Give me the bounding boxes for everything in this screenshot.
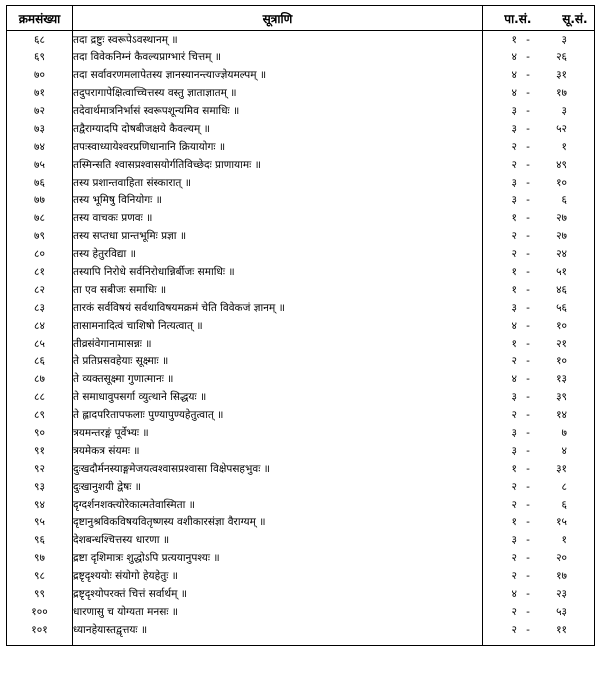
header-pada: पा.सं. [504, 11, 532, 26]
table-row [7, 48, 595, 66]
reference-separator: - [526, 480, 530, 493]
pada-number: १ [511, 266, 517, 279]
sutra-reference [483, 31, 595, 49]
table-row [7, 567, 595, 585]
sutra-reference [483, 514, 595, 532]
header-reference [483, 6, 595, 31]
sutra-reference [483, 585, 595, 603]
pada-number: ३ [511, 122, 517, 135]
pada-number: ४ [511, 319, 517, 332]
sutra-number: ११ [556, 623, 567, 636]
table-row [7, 621, 595, 646]
sutra-reference [483, 424, 595, 442]
sutra-text: तस्य सप्तधा प्रान्तभूमिः प्रज्ञा ॥ [73, 227, 483, 245]
row-number: ७८ [7, 209, 73, 227]
row-number: ७१ [7, 84, 73, 102]
table-row [7, 460, 595, 478]
sutra-number: ५६ [556, 301, 567, 314]
row-number: ७० [7, 66, 73, 84]
sutra-index-table [6, 5, 595, 646]
pada-number: ३ [511, 391, 517, 404]
row-number: ८६ [7, 353, 73, 371]
reference-separator: - [526, 534, 530, 547]
sutra-reference [483, 317, 595, 335]
reference-separator: - [526, 427, 530, 440]
sutra-number: ३ [561, 105, 567, 117]
reference-separator: - [526, 444, 530, 457]
sutra-index-page [6, 5, 594, 682]
table-row [7, 370, 595, 388]
sutra-number: १ [561, 534, 567, 547]
sutra-text: तस्य प्रशान्तवाहिता संस्कारात् ॥ [73, 174, 483, 192]
sutra-reference [483, 531, 595, 549]
pada-number: २ [511, 623, 517, 636]
pada-number: ३ [511, 176, 517, 189]
sutra-number: ६ [561, 498, 567, 511]
table-row [7, 84, 595, 102]
sutra-number: १७ [556, 87, 567, 100]
sutra-text: तदा सर्वावरणमलापेतस्य ज्ञानस्यानन्त्याज्ज्ञेयमल्पम् ॥ [73, 66, 483, 84]
pada-number: १ [511, 212, 517, 225]
row-number: १०० [7, 603, 73, 621]
row-number: ८० [7, 245, 73, 263]
sutra-reference [483, 299, 595, 317]
sutra-text: द्रष्टृदृश्योपरक्तं चित्तं सर्वार्थम् ॥ [73, 585, 483, 603]
sutra-number: ५२ [556, 122, 567, 135]
table-row [7, 335, 595, 353]
sutra-number: २१ [556, 337, 567, 350]
table-row [7, 317, 595, 335]
table-row [7, 424, 595, 442]
sutra-number: ३९ [556, 391, 567, 404]
row-number: ६९ [7, 48, 73, 66]
row-number: ८२ [7, 281, 73, 299]
sutra-number: १० [556, 319, 567, 332]
sutra-number: २३ [556, 588, 567, 601]
header-number: क्रमसंख्या [7, 6, 73, 31]
sutra-number: २७ [556, 212, 567, 225]
table-row [7, 478, 595, 496]
row-number: ७२ [7, 102, 73, 120]
sutra-number: ८ [561, 480, 567, 493]
table-body [7, 31, 595, 646]
pada-number: २ [511, 140, 517, 153]
sutra-reference [483, 156, 595, 174]
table-row [7, 281, 595, 299]
pada-number: २ [511, 355, 517, 368]
pada-number: ३ [511, 301, 517, 314]
table-row [7, 514, 595, 532]
row-number: ९१ [7, 442, 73, 460]
reference-separator: - [526, 498, 530, 511]
sutra-number: २४ [556, 248, 567, 261]
reference-separator: - [526, 605, 530, 618]
table-row [7, 263, 595, 281]
table-row [7, 209, 595, 227]
row-number: १०१ [7, 621, 73, 646]
reference-separator: - [526, 301, 530, 314]
sutra-reference [483, 174, 595, 192]
sutra-reference [483, 460, 595, 478]
pada-number: ४ [511, 51, 517, 64]
sutra-text: तदेवार्थमात्रनिर्भासं स्वरूपशून्यमिव समाधिः ॥ [73, 102, 483, 120]
pada-number: २ [511, 409, 517, 422]
reference-separator: - [526, 570, 530, 583]
sutra-reference [483, 120, 595, 138]
header-sutra: सूत्राणि [73, 6, 483, 31]
reference-separator: - [526, 248, 530, 261]
sutra-reference [483, 102, 595, 120]
sutra-reference [483, 335, 595, 353]
row-number: ८८ [7, 388, 73, 406]
reference-separator: - [526, 283, 530, 296]
sutra-reference [483, 227, 595, 245]
sutra-text: देशबन्धश्चित्तस्य धारणा ॥ [73, 531, 483, 549]
reference-separator: - [526, 212, 530, 225]
sutra-reference [483, 84, 595, 102]
pada-number: १ [511, 283, 517, 296]
sutra-reference [483, 388, 595, 406]
sutra-text: दृग्दर्शनशक्त्योरेकात्मतेवास्मिता ॥ [73, 496, 483, 514]
sutra-text: तस्य वाचकः प्रणवः ॥ [73, 209, 483, 227]
reference-separator: - [526, 355, 530, 368]
sutra-text: तदा द्रष्टुः स्वरूपेऽवस्थानम् ॥ [73, 31, 483, 49]
reference-separator: - [526, 337, 530, 350]
sutra-reference [483, 245, 595, 263]
sutra-text: ते ह्लादपरितापफलाः पुण्यापुण्यहेतुत्वात् ॥ [73, 406, 483, 424]
table-row [7, 174, 595, 192]
table-row [7, 496, 595, 514]
sutra-number: २० [556, 552, 567, 565]
sutra-number: ६ [561, 194, 567, 207]
sutra-reference [483, 263, 595, 281]
reference-separator: - [526, 391, 530, 404]
pada-number: २ [511, 552, 517, 565]
reference-separator: - [526, 409, 530, 422]
pada-number: ४ [511, 373, 517, 386]
reference-separator: - [526, 69, 530, 82]
sutra-text: दृष्टानुश्रविकविषयवितृष्णस्य वशीकारसंज्ञा वैराग्यम् ॥ [73, 514, 483, 532]
sutra-number: १३ [556, 373, 567, 386]
row-number: ९२ [7, 460, 73, 478]
pada-number: ४ [511, 87, 517, 100]
table-row [7, 299, 595, 317]
sutra-number: १७ [556, 570, 567, 583]
sutra-text: तीव्रसंवेगानामासन्नः ॥ [73, 335, 483, 353]
table-row [7, 531, 595, 549]
row-number: ८३ [7, 299, 73, 317]
table-row [7, 585, 595, 603]
sutra-reference [483, 138, 595, 156]
reference-separator: - [526, 105, 530, 117]
row-number: ९८ [7, 567, 73, 585]
reference-separator: - [526, 87, 530, 100]
table-row [7, 102, 595, 120]
sutra-number: ५१ [556, 266, 567, 279]
row-number: ७९ [7, 227, 73, 245]
sutra-reference [483, 567, 595, 585]
pada-number: २ [511, 248, 517, 261]
sutra-text: तस्यापि निरोधे सर्वनिरोधान्निर्बीजः समाधिः ॥ [73, 263, 483, 281]
table-row [7, 442, 595, 460]
sutra-number: ३१ [556, 462, 567, 475]
table-row [7, 245, 595, 263]
header-sutra-number: सू.सं. [562, 11, 588, 26]
sutra-reference [483, 281, 595, 299]
pada-number: १ [511, 516, 517, 529]
sutra-reference [483, 66, 595, 84]
reference-separator: - [526, 588, 530, 601]
sutra-text: तदा विवेकनिम्नं कैवल्यप्राग्भारं चित्तम् ॥ [73, 48, 483, 66]
row-number: ९४ [7, 496, 73, 514]
reference-separator: - [526, 140, 530, 153]
reference-separator: - [526, 319, 530, 332]
sutra-text: ते प्रतिप्रसवहेयाः सूक्ष्माः ॥ [73, 353, 483, 371]
table-row [7, 31, 595, 49]
sutra-text: त्रयमेकत्र संयमः ॥ [73, 442, 483, 460]
pada-number: ३ [511, 444, 517, 457]
row-number: ९७ [7, 549, 73, 567]
sutra-number: ४६ [556, 283, 567, 296]
sutra-reference [483, 496, 595, 514]
table-header-row [7, 6, 595, 31]
row-number: ७७ [7, 192, 73, 210]
pada-number: १ [511, 337, 517, 350]
sutra-number: ३१ [556, 69, 567, 82]
reference-separator: - [526, 176, 530, 189]
sutra-text: ध्यानहेयास्तद्वृत्तयः ॥ [73, 621, 483, 646]
pada-number: १ [511, 462, 517, 475]
sutra-text: द्रष्टृदृश्ययोः संयोगो हेयहेतुः ॥ [73, 567, 483, 585]
table-row [7, 353, 595, 371]
reference-separator: - [526, 122, 530, 135]
table-row [7, 192, 595, 210]
sutra-number: २७ [556, 230, 567, 243]
reference-separator: - [526, 158, 530, 171]
sutra-number: १५ [556, 516, 567, 529]
reference-separator: - [526, 552, 530, 565]
sutra-text: तासामनादित्वं चाशिषो नित्यत्वात् ॥ [73, 317, 483, 335]
row-number: ६८ [7, 31, 73, 49]
sutra-text: तद्वैराग्यादपि दोषबीजक्षये कैवल्यम् ॥ [73, 120, 483, 138]
pada-number: २ [511, 605, 517, 618]
sutra-text: दुःखानुशयी द्वेषः ॥ [73, 478, 483, 496]
table-row [7, 603, 595, 621]
row-number: ८१ [7, 263, 73, 281]
table-row [7, 549, 595, 567]
sutra-number: २६ [556, 51, 567, 64]
sutra-number: ५३ [556, 605, 567, 618]
sutra-reference [483, 406, 595, 424]
pada-number: ३ [511, 105, 517, 117]
sutra-reference [483, 549, 595, 567]
reference-separator: - [526, 373, 530, 386]
reference-separator: - [526, 462, 530, 475]
row-number: ९९ [7, 585, 73, 603]
row-number: ९६ [7, 531, 73, 549]
sutra-text: ते व्यक्तसूक्ष्मा गुणात्मानः ॥ [73, 370, 483, 388]
pada-number: १ [511, 33, 517, 46]
sutra-text: ता एव सबीजः समाधिः ॥ [73, 281, 483, 299]
sutra-text: द्रष्टा दृशिमात्रः शुद्धोऽपि प्रत्ययानुपश्यः ॥ [73, 549, 483, 567]
sutra-text: तस्य हेतुरविद्या ॥ [73, 245, 483, 263]
pada-number: ३ [511, 534, 517, 547]
sutra-reference [483, 603, 595, 621]
sutra-reference [483, 209, 595, 227]
sutra-number: ४९ [556, 158, 567, 171]
sutra-text: ते समाधावुपसर्गा व्युत्थाने सिद्धयः ॥ [73, 388, 483, 406]
table-row [7, 388, 595, 406]
sutra-text: तस्य भूमिषु विनियोगः ॥ [73, 192, 483, 210]
table-row [7, 66, 595, 84]
sutra-reference [483, 478, 595, 496]
sutra-text: तपःस्वाध्यायेश्वरप्रणिधानानि क्रियायोगः ॥ [73, 138, 483, 156]
sutra-reference [483, 621, 595, 646]
reference-separator: - [526, 516, 530, 529]
sutra-number: १ [561, 140, 567, 153]
row-number: ८७ [7, 370, 73, 388]
row-number: ९० [7, 424, 73, 442]
reference-separator: - [526, 33, 530, 46]
table-row [7, 120, 595, 138]
reference-separator: - [526, 51, 530, 64]
pada-number: २ [511, 480, 517, 493]
sutra-number: १० [556, 355, 567, 368]
sutra-reference [483, 353, 595, 371]
sutra-number: ७ [561, 427, 567, 440]
sutra-text: तारकं सर्वविषयं सर्वथाविषयमक्रमं चेति विवेकजं ज्ञानम् ॥ [73, 299, 483, 317]
sutra-text: दुःखदौर्मनस्याङ्गमेजयत्वश्वासप्रश्वासा विक्षेपसहभुवः ॥ [73, 460, 483, 478]
sutra-text: धारणासु च योग्यता मनसः ॥ [73, 603, 483, 621]
sutra-number: १४ [556, 409, 567, 422]
row-number: ८५ [7, 335, 73, 353]
pada-number: २ [511, 570, 517, 583]
row-number: ८४ [7, 317, 73, 335]
reference-separator: - [526, 266, 530, 279]
row-number: ७३ [7, 120, 73, 138]
pada-number: ३ [511, 194, 517, 207]
sutra-reference [483, 370, 595, 388]
row-number: ९३ [7, 478, 73, 496]
row-number: ७४ [7, 138, 73, 156]
sutra-text: तस्मिन्सति श्वासप्रश्वासयोर्गतिविच्छेदः प्राणायामः ॥ [73, 156, 483, 174]
sutra-reference [483, 48, 595, 66]
sutra-number: ३ [561, 33, 567, 46]
row-number: ७५ [7, 156, 73, 174]
sutra-number: ४ [561, 444, 567, 457]
table-row [7, 138, 595, 156]
table-row [7, 406, 595, 424]
sutra-text: त्रयमन्तरङ्गं पूर्वेभ्यः ॥ [73, 424, 483, 442]
pada-number: ४ [511, 588, 517, 601]
table-row [7, 227, 595, 245]
reference-separator: - [526, 623, 530, 636]
row-number: ७६ [7, 174, 73, 192]
pada-number: २ [511, 230, 517, 243]
sutra-text: तदुपरागापेक्षित्वाच्चित्तस्य वस्तु ज्ञाताज्ञातम् ॥ [73, 84, 483, 102]
pada-number: २ [511, 158, 517, 171]
sutra-reference [483, 442, 595, 460]
row-number: ८९ [7, 406, 73, 424]
sutra-reference [483, 192, 595, 210]
reference-separator: - [526, 230, 530, 243]
pada-number: २ [511, 498, 517, 511]
row-number: ९५ [7, 514, 73, 532]
reference-separator: - [526, 194, 530, 207]
table-row [7, 156, 595, 174]
pada-number: ४ [511, 69, 517, 82]
pada-number: ३ [511, 427, 517, 440]
sutra-number: १० [556, 176, 567, 189]
